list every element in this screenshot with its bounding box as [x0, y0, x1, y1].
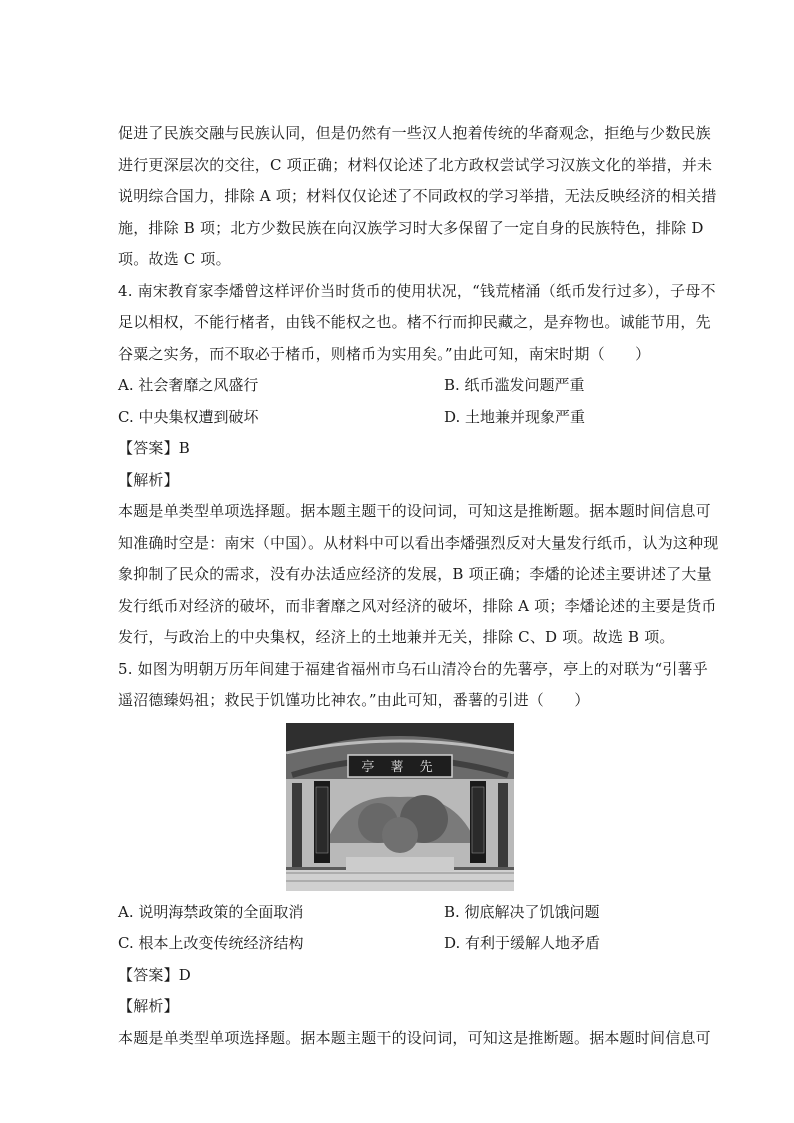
question-5: [118, 654, 711, 1055]
analysis-line: 本题是单类型单项选择题。据本题主题干的设问词，可知这是推断题。据本题时间信息可: [118, 1028, 711, 1047]
analysis-title: 【解析】: [118, 997, 179, 1015]
answer-label: 【答案】D: [118, 965, 192, 984]
analysis-line: 象抑制了民众的需求，没有办法适应经济的发展，B 项正确；李燔的论述主要讲述了大量: [118, 565, 712, 583]
question-stem-line: 4. 南宋教育家李燔曾这样评价当时货币的使用状况，“钱荒楮涌（纸币发行过多），子母不: [118, 281, 716, 300]
answer-label: 【答案】B: [118, 439, 191, 457]
option-c: C. 中央集权遭到破坏: [118, 407, 259, 426]
options-row: [118, 370, 678, 402]
text-line: 进行更深层次的交往，C 项正确；材料仅论述了北方政权尝试学习汉族文化的举措，并未: [118, 155, 713, 174]
option-d: D. 土地兼并现象严重: [444, 407, 586, 426]
analysis-line: 本题是单类型单项选择题。据本题主题干的设问词，可知这是推断题。据本题时间信息可: [118, 502, 711, 520]
option-b: B. 彻底解决了饥饿问题: [444, 902, 600, 921]
prev-analysis-paragraph: [118, 118, 717, 276]
question-4: [118, 276, 719, 654]
question-stem-line: 谷粟之实务，而不取必于楮币，则楮币为实用矣。”由此可知，南宋时期（ ）: [118, 344, 651, 363]
question-stem-line: 足以相权，不能行楮者，由钱不能权之也。楮不行而抑民藏之，是弃物也。诚能节用，先: [118, 313, 711, 331]
analysis-line: 发行，与政治上的中央集权，经济上的土地兼并无关，排除 C、D 项。故选 B 项。: [118, 628, 675, 646]
option-a: A. 说明海禁政策的全面取消: [118, 902, 304, 921]
text-line: 项。故选 C 项。: [118, 250, 231, 268]
pavilion-photo: [286, 723, 514, 891]
options-row: [118, 402, 678, 434]
document-page: [118, 118, 719, 1054]
option-d: D. 有利于缓解人地矛盾: [444, 934, 601, 952]
options-row: [118, 928, 678, 960]
question-stem-line: 5. 如图为明朝万历年间建于福建省福州市乌石山清冷台的先薯亭，亭上的对联为“引薯乎: [118, 659, 708, 678]
analysis-line: 发行纸币对经济的破坏，而非奢靡之风对经济的破坏，排除 A 项；李燔论述的主要是货币: [118, 596, 717, 615]
options-row: [118, 897, 678, 929]
text-line: 施，排除 B 项；北方少数民族在向汉族学习时大多保留了一定自身的民族特色，排除 D: [118, 218, 704, 237]
text-line: 促进了民族交融与民族认同，但是仍然有一些汉人抱着传统的华裔观念，拒绝与少数民族: [118, 124, 711, 142]
option-a: A. 社会奢靡之风盛行: [118, 376, 259, 394]
plaque-text: 亭 薯 先: [361, 759, 439, 775]
text-line: 说明综合国力，排除 A 项；材料仅仅论述了不同政权的学习举措，无法反映经济的相关措: [118, 187, 717, 205]
analysis-line: 知准确时空是：南宋（中国）。从材料中可以看出李燔强烈反对大量发行纸币，认为这种现: [118, 533, 719, 552]
question-stem-line: 遥沼德臻妈祖；救民于饥馑功比神农。”由此可知，番薯的引进（ ）: [118, 691, 590, 709]
option-b: B. 纸币滥发问题严重: [444, 376, 585, 394]
analysis-title: 【解析】: [118, 470, 179, 489]
option-c: C. 根本上改变传统经济结构: [118, 934, 304, 952]
